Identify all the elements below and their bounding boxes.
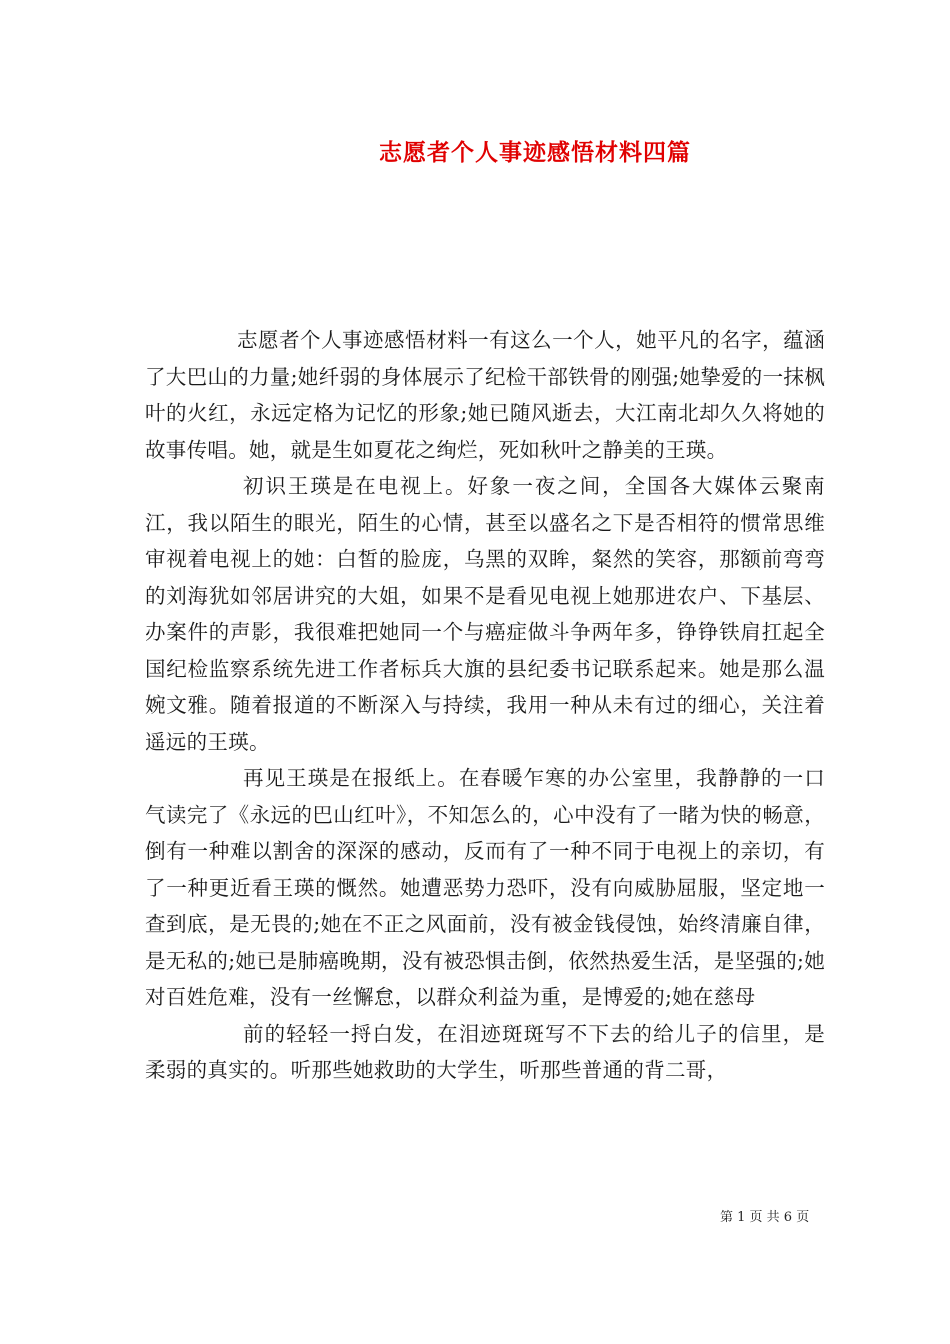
paragraph-4: 前的轻轻一捋白发，在泪迹斑斑写不下去的给儿子的信里，是柔弱的真实的。听那些她救助的大学生，听那些普通的背二哥， [145, 1021, 825, 1082]
paragraph-3: 再见王瑛是在报纸上。在春暖乍寒的办公室里，我静静的一口气读完了《永远的巴山红叶》，不知怎么的，心中没有了一睹为快的畅意，倒有一种难以割舍的深深的感动，反而有了一种不同于电视上的亲切，有了一种更近看王瑛的慨然。她遭恶势力恐吓，没有向威胁屈服，坚定地一查到底，是无畏的;她在不正之风面前，没有被金钱侵蚀，始终清廉自律，是无私的;她已是肺癌晚期，没有被恐惧击倒，依然热爱生活，是坚强的;她对百姓危难，没有一丝懈怠，以群众利益为重，是博爱的;她在慈母 [145, 766, 826, 1009]
document-title-text: 志愿者个人事迹感悟材料四篇 [379, 139, 691, 166]
document-title [0, 134, 950, 167]
document-body [145, 322, 825, 1089]
paragraph-1: 志愿者个人事迹感悟材料一有这么一个人，她平凡的名字，蕴涵了大巴山的力量;她纤弱的身体展示了纪检干部铁骨的刚强;她挚爱的一抹枫叶的火红，永远定格为记忆的形象;她已随风逝去，大江南北却久久将她的故事传唱。她，就是生如夏花之绚烂，死如秋叶之静美的王瑛。 [145, 328, 826, 462]
paragraph-2: 初识王瑛是在电视上。好象一夜之间，全国各大媒体云聚南江，我以陌生的眼光，陌生的心情，甚至以盛名之下是否相符的惯常思维审视着电视上的她：白皙的脸庞，乌黑的双眸，粲然的笑容，那额前弯弯的刘海犹如邻居讲究的大姐，如果不是看见电视上她那进农户、下基层、办案件的声影，我很难把她同一个与癌症做斗争两年多，铮铮铁肩扛起全国纪检监察系统先进工作者标兵大旗的县纪委书记联系起来。她是那么温婉文雅。随着报道的不断深入与持续，我用一种从未有过的细心，关注着遥远的王瑛。 [145, 474, 825, 754]
page-number-footer: 第 1 页 共 6 页 [720, 1210, 810, 1225]
